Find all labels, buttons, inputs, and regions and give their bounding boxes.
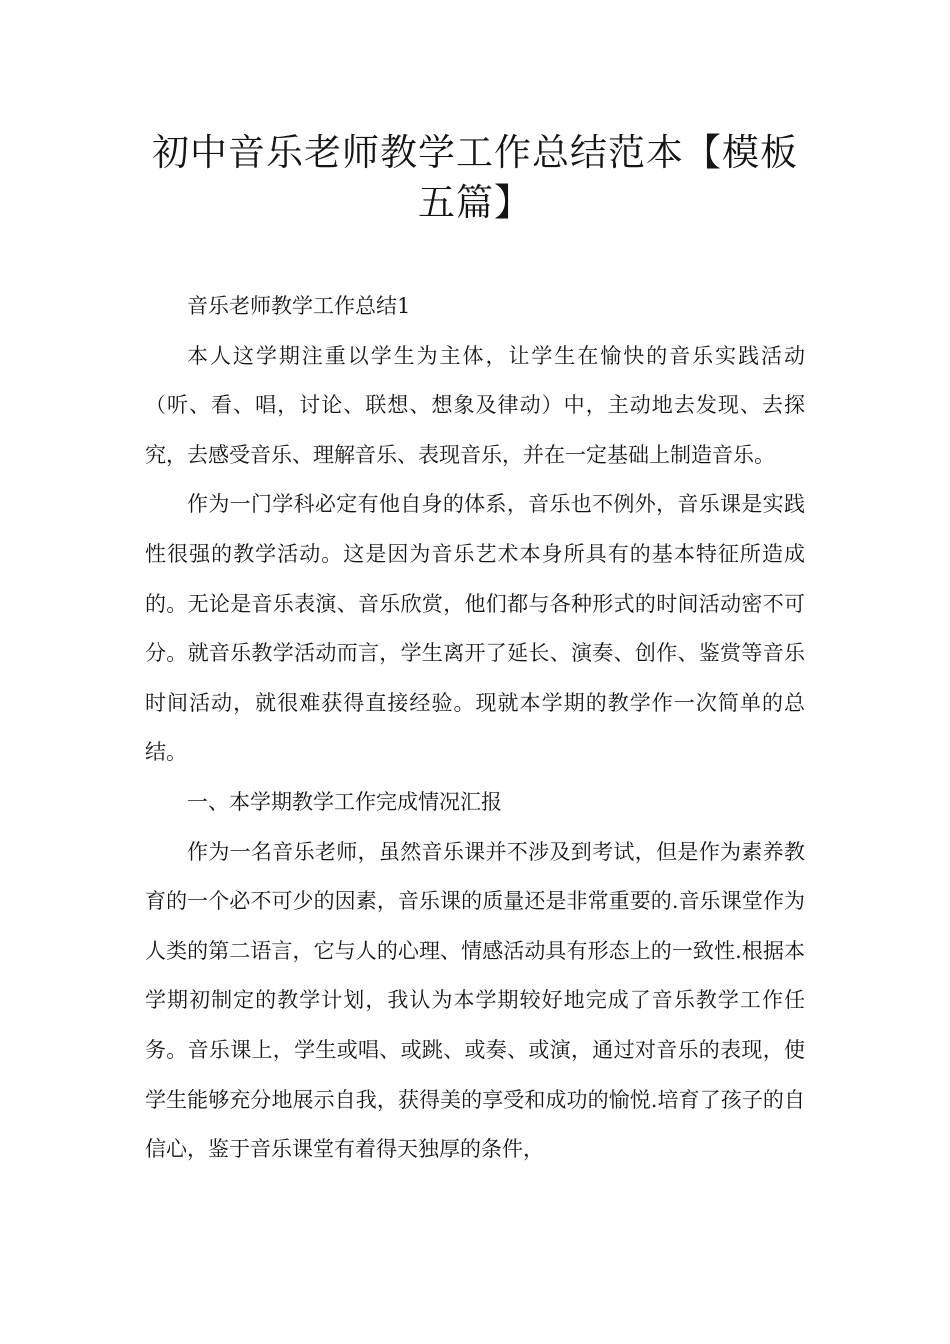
section-heading: 一、本学期教学工作完成情况汇报 xyxy=(187,789,502,814)
paragraph: 作为一门学科必定有他自身的体系，音乐也不例外，音乐课是实践性很强的教学活动。这是因为音乐艺术本身所具有的基本特征所造成的。无论是音乐表演、音乐欣赏，他们都与各种形式的时间活动密不可分。就音乐教学活动而言，学生离开了延长、演奏、创作、鉴赏等音乐时间活动，就很难获得直接经验。现就本学期的教学作一次简单的总结。 xyxy=(145,492,805,765)
paragraph: 作为一名音乐老师，虽然音乐课并不涉及到考试，但是作为素养教育的一个必不可少的因素，音乐课的质量还是非常重要的.音乐课堂作为人类的第二语言，它与人的心理、情感活动具有形态上的一致性.根据本学期初制定的教学计划，我认为本学期较好地完成了音乐教学工作任务。音乐课上，学生或唱、或跳、或奏、或演，通过对音乐的表现，使学生能够充分地展示自我，获得美的享受和成功的愉悦.培育了孩子的自信心，鉴于音乐课堂有着得天独厚的条件， xyxy=(145,839,805,1162)
document-body xyxy=(145,282,805,1175)
document-title: 初中音乐老师教学工作总结范本【模板五篇】 xyxy=(152,131,798,224)
paragraph: 本人这学期注重以学生为主体，让学生在愉快的音乐实践活动（听、看、唱，讨论、联想、想象及律动）中，主动地去发现、去探究，去感受音乐、理解音乐、表现音乐，并在一定基础上制造音乐。 xyxy=(145,343,805,467)
section-heading: 音乐老师教学工作总结1 xyxy=(187,294,411,318)
